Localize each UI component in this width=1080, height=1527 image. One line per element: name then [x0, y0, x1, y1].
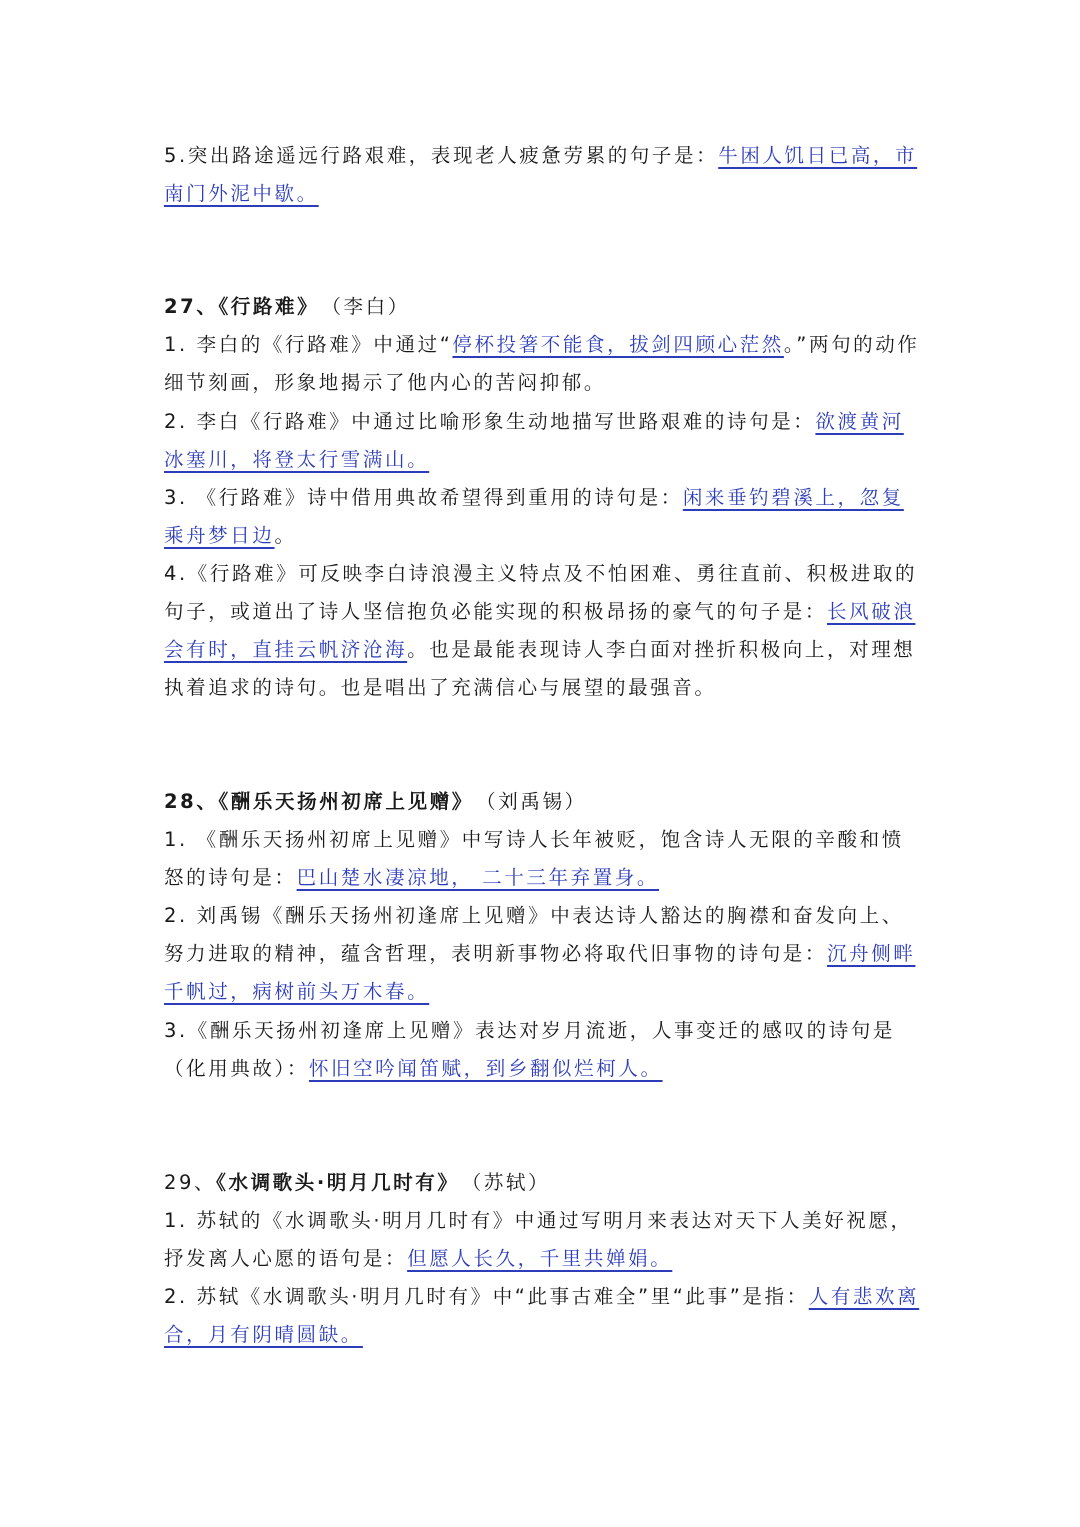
- question-text: 1. 李白的《行路难》中通过“: [164, 333, 453, 356]
- question-text: 2. 李白《行路难》中通过比喻形象生动地描写世路艰难的诗句是：: [164, 410, 816, 433]
- question-27-3: [164, 479, 924, 555]
- question-suffix: 。: [274, 524, 297, 547]
- question-suffix: 。”两句的动作细节刻画，形象地揭示了他内心的苦闷抑郁。: [164, 333, 920, 394]
- answer-text: 欲渡黄河冰塞川，将登太行雪满山。: [164, 410, 904, 471]
- question-29-2: [164, 1278, 924, 1354]
- question-text: 3.《酬乐天扬州初逢席上见赠》表达对岁月流逝，人事变迁的感叹的诗句是（化用典故）：: [164, 1019, 896, 1080]
- poem-title: 《水调歌头·明月几时有》: [216, 1171, 460, 1194]
- section-number: 28、: [164, 790, 219, 813]
- question-28-3: [164, 1012, 924, 1088]
- question-text: 2. 刘禹锡《酬乐天扬州初逢席上见赠》中表达诗人豁达的胸襟和奋发向上、努力进取的精神，蕴含哲理，表明新事物必将取代旧事物的诗句是：: [164, 904, 904, 965]
- answer-text: 人有悲欢离合，月有阴晴圆缺。: [164, 1285, 920, 1346]
- question-28-2: [164, 897, 924, 1011]
- question-29-1: [164, 1202, 924, 1278]
- poem-title: 《酬乐天扬州初席上见赠》: [218, 790, 474, 813]
- question-28-1: [164, 821, 924, 897]
- answer-text: 怀旧空吟闻笛赋，到乡翻似烂柯人。: [308, 1057, 663, 1080]
- section-number: 29、: [164, 1171, 217, 1194]
- question-27-4: [164, 555, 924, 707]
- question-text: 4.《行路难》可反映李白诗浪漫主义特点及不怕困难、勇往直前、积极进取的句子，或道出了诗人坚信抱负必能实现的积极昂扬的豪气的句子是：: [164, 562, 918, 623]
- question-text: 1. 苏轼的《水调歌头·明月几时有》中通过写明月来表达对天下人美好祝愿，抒发离人心愿的语句是：: [164, 1209, 913, 1270]
- answer-text: 闲来垂钓碧溪上，忽复乘舟梦日边: [164, 486, 904, 547]
- question-text: 1. 《酬乐天扬州初席上见赠》中写诗人长年被贬，饱含诗人无限的辛酸和愤怒的诗句是：: [164, 828, 904, 889]
- section-number: 27、: [164, 295, 219, 318]
- answer-text: 牛困人饥日已高，市南门外泥中歇。: [164, 144, 918, 205]
- answer-text: 巴山楚水凄凉地， 二十三年弃置身。: [296, 866, 660, 889]
- question-text: 5.突出路途遥远行路艰难，表现老人疲惫劳累的句子是：: [164, 144, 719, 167]
- section-heading-27: [164, 288, 924, 326]
- question-26-5: [164, 137, 924, 213]
- poem-author: （刘禹锡）: [485, 790, 587, 813]
- section-heading-29: [164, 1164, 924, 1202]
- answer-text: 但愿人长久，千里共婵娟。: [407, 1247, 673, 1270]
- answer-text: 停杯投箸不能食，拔剑四顾心茫然: [452, 333, 784, 356]
- poem-author: （李白）: [331, 295, 410, 318]
- question-text: 2. 苏轼《水调歌头·明月几时有》中“此事古难全”里“此事”是指：: [164, 1285, 809, 1308]
- answer-text: 沉舟侧畔千帆过，病树前头万木春。: [164, 942, 916, 1003]
- poem-author: （苏轼）: [471, 1171, 551, 1194]
- question-suffix: 。也是最能表现诗人李白面对挫折积极向上，对理想执着追求的诗句。也是唱出了充满信心与展望的最强音。: [164, 638, 916, 699]
- answer-text: 长风破浪会有时，直挂云帆济沧海: [164, 600, 916, 661]
- section-heading-28: [164, 783, 924, 821]
- poem-title: 《行路难》: [218, 295, 320, 318]
- question-27-1: [164, 326, 924, 402]
- question-text: 3. 《行路难》诗中借用典故希望得到重用的诗句是：: [164, 486, 683, 509]
- question-27-2: [164, 403, 924, 479]
